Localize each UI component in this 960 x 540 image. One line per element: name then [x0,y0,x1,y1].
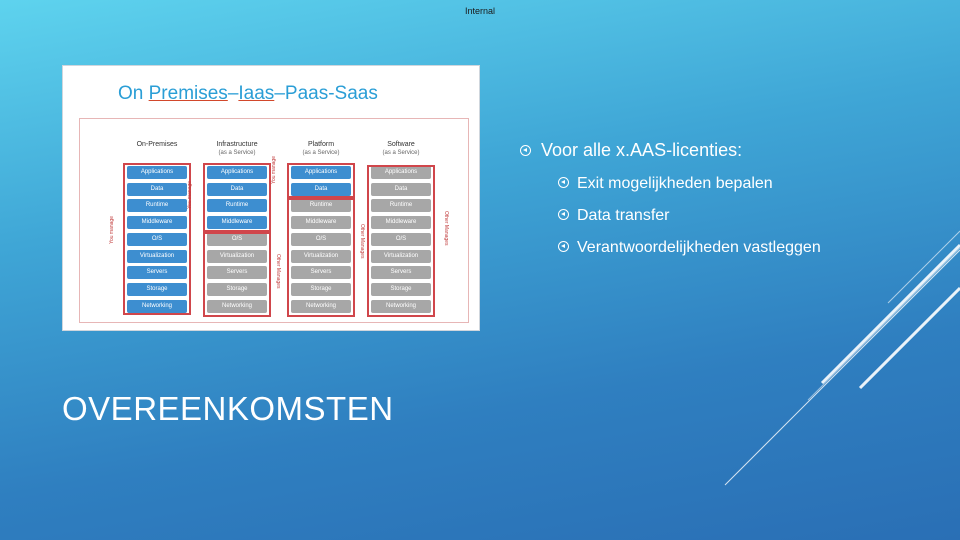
stack-layer: Virtualization [291,250,351,263]
deco-line-3 [860,288,960,388]
circle-arrow-left-icon [558,209,569,220]
column-header: Platform (as a Service) [282,140,360,158]
deco-line-5 [808,248,960,400]
stack-layer: Networking [371,300,431,313]
stack-layer: Servers [127,266,187,279]
circle-arrow-left-icon [558,177,569,188]
other-manages-label: Other Manages [359,224,365,259]
other-manages-label: Other Manages [275,254,281,289]
bullet-main-text: Voor alle x.AAS-licenties: [541,140,743,160]
stack-layer: Servers [371,266,431,279]
other-manages-bracket [287,198,355,317]
stack-layer: Networking [291,300,351,313]
column-header: On-Premises [136,141,178,148]
you-manage-label: You manage [187,181,193,209]
stack-layer: Data [291,183,351,196]
stack-layer: Runtime [127,199,187,212]
sub-bullet-text: Exit mogelijkheden bepalen [577,175,773,192]
figure-title-word: Saas [334,83,378,104]
column-header: Software (as a Service) [362,140,440,158]
circle-arrow-left-icon [520,145,531,156]
figure-title [118,83,378,105]
stack-layer: Storage [291,283,351,296]
stack-layer: Runtime [207,199,267,212]
slide-title: OVEREENKOMSTEN [62,390,394,427]
deco-line-4 [888,231,960,303]
stack-layer: Runtime [291,199,351,212]
you-manage-bracket [287,163,355,198]
stack-layer: Applications [207,166,267,179]
cloud-models-figure [62,65,480,331]
classification-label: Internal [464,6,496,16]
stack-layer: Data [207,183,267,196]
stack-layer: O/S [371,233,431,246]
column-subheader: (as a Service) [382,150,420,156]
stack-layer: Data [371,183,431,196]
figure-title-prefix: On [118,83,149,104]
figure-title-sep: – [274,83,285,104]
stack-layer: O/S [127,233,187,246]
stack-layer: Storage [207,283,267,296]
stack-layer: Applications [291,166,351,179]
other-manages-bracket [203,232,271,318]
sub-bullet [558,175,773,193]
column-subheader: (as a Service) [218,150,256,156]
stack-layer: O/S [291,233,351,246]
other-manages-label: Other Manages [443,211,449,246]
deco-line-2 [822,245,960,383]
other-manages-bracket [367,165,435,317]
you-manage-bracket [203,163,271,232]
stack-layer: Middleware [127,216,187,229]
sub-bullet [558,239,821,257]
stack-layer: Servers [291,266,351,279]
stack-layer: Servers [207,266,267,279]
you-manage-label: You manage [271,156,277,184]
sub-bullet [558,207,669,225]
figure-title-word: Iaas [238,83,275,104]
column-subheader: (as a Service) [302,150,340,156]
bullet-main [520,140,742,161]
stack-layer: Virtualization [127,250,187,263]
stack-layer: Storage [371,283,431,296]
stack-layer: Virtualization [207,250,267,263]
you-manage-bracket [123,163,191,315]
sub-bullet-text: Data transfer [577,207,670,224]
stack-layer: Networking [127,300,187,313]
stack-layer: Middleware [291,216,351,229]
stack-layer: Networking [207,300,267,313]
circle-arrow-left-icon [558,241,569,252]
stack-layer: Data [127,183,187,196]
stack-layer: Virtualization [371,250,431,263]
stack-layer: Applications [371,166,431,179]
stack-layer: Runtime [371,199,431,212]
stack-layer: Applications [127,166,187,179]
you-manage-label: You manage [109,216,115,244]
figure-title-sep: – [227,83,239,104]
deco-line-1 [725,250,960,485]
stack-layer: O/S [207,233,267,246]
figure-title-sep: - [328,83,335,104]
stack-layer: Middleware [371,216,431,229]
figure-title-word: Paas [284,83,329,104]
stack-layer: Middleware [207,216,267,229]
figure-title-word: Premises [148,83,228,104]
column-header: Infrastructure (as a Service) [198,140,276,158]
sub-bullet-text: Verantwoordelijkheden vastleggen [577,239,821,256]
stack-layer: Storage [127,283,187,296]
